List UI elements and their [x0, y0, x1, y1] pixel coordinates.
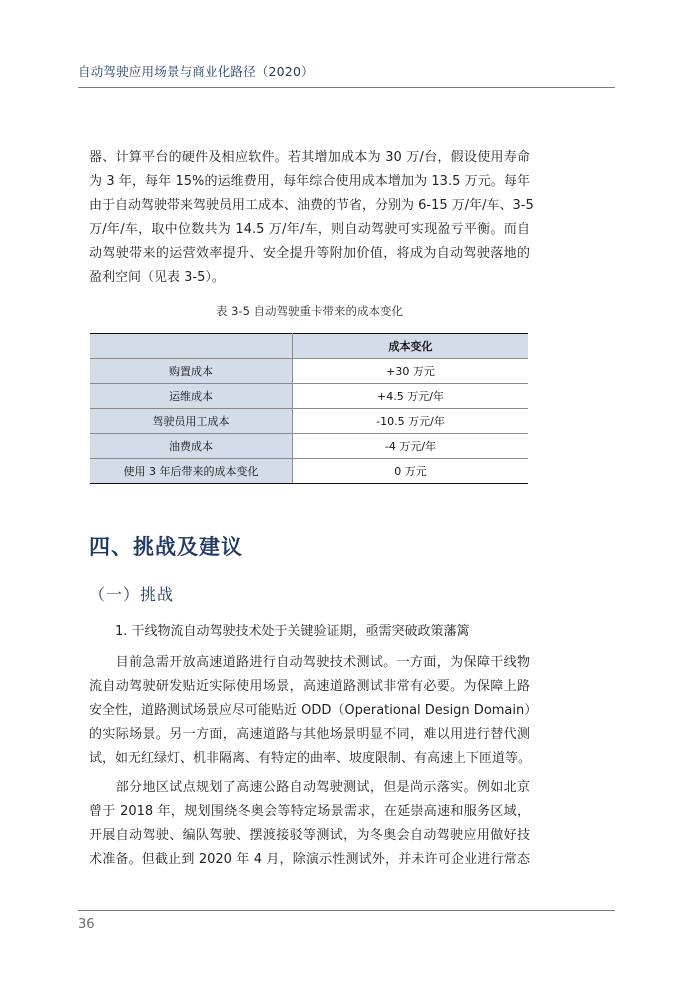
paragraph-line: 为 3 年，每年 15%的运维费用，每年综合使用成本增加为 13.5 万元。每年 [89, 174, 530, 189]
table-row-value: -4 万元/年 [293, 434, 529, 459]
table-row-item: 购置成本 [90, 359, 293, 384]
paragraph-line: 万/年/车，取中位数共为 14.5 万/年/车，则自动驾驶可实现盈亏平衡。而自 [89, 222, 530, 237]
paragraph-line: 盈利空间（见表 3-5）。 [89, 270, 225, 285]
paragraph-line: 开展自动驾驶、编队驾驶、摆渡接驳等测试，为冬奥会自动驾驶应用做好技 [89, 828, 530, 843]
paragraph-line: 曾于 2018 年，规划围绕冬奥会等特定场景需求，在延崇高速和服务区域， [89, 804, 530, 819]
paragraph-line: 由于自动驾驶带来驾驶员用工成本、油费的节省，分别为 6-15 万/年/车、3-5 [89, 198, 534, 213]
paragraph-line: 部分地区试点规划了高速公路自动驾驶测试，但是尚示落实。例如北京 [89, 780, 530, 795]
challenge-paragraph-1 [89, 651, 538, 771]
section-heading: 四、挑战及建议 [89, 535, 243, 559]
header-divider [78, 87, 615, 88]
paragraph-line: 目前急需开放高速道路进行自动驾驶技术测试。一方面，为保障干线物 [89, 655, 530, 670]
table-caption: 表 3-5 自动驾驶重卡带来的成本变化 [215, 304, 404, 318]
running-header-title: 自动驾驶应用场景与商业化路径（2020） [78, 64, 314, 79]
table-row-item: 运维成本 [90, 384, 293, 409]
table-row [90, 359, 528, 384]
table-row-value: 0 万元 [293, 459, 529, 484]
paragraph-line: 器、计算平台的硬件及相应软件。若其增加成本为 30 万/台，假设使用寿命 [89, 150, 530, 165]
table-row-value: +4.5 万元/年 [293, 384, 529, 409]
table-row [90, 409, 528, 434]
table-row-value: -10.5 万元/年 [293, 409, 529, 434]
page-number: 36 [78, 917, 95, 932]
table-header-row [90, 334, 528, 359]
table-header-value: 成本变化 [293, 334, 529, 359]
cost-change-table [90, 333, 528, 484]
table-row-item: 使用 3 年后带来的成本变化 [90, 459, 293, 484]
paragraph-line: 的实际场景。另一方面，高速道路与其他场景明显不同，难以用进行替代测 [89, 727, 530, 742]
table-row-value: +30 万元 [293, 359, 529, 384]
paragraph-line: 试，如无红绿灯、机非隔离、有特定的曲率、坡度限制、有高速上下匝道等。 [89, 751, 532, 766]
table-row-item: 驾驶员用工成本 [90, 409, 293, 434]
subsection-heading: （一）挑战 [89, 585, 175, 604]
intro-paragraph [89, 146, 534, 290]
paragraph-line: 流自动驾驶研发贴近实际使用场景，高速道路测试非常有必要。为保障上路 [89, 679, 530, 694]
table-row [90, 459, 528, 484]
table-row-item: 油费成本 [90, 434, 293, 459]
table-row [90, 434, 528, 459]
point-heading-line: 1. 干线物流自动驾驶技术处于关键验证期，亟需突破政策藩篱 [115, 624, 470, 639]
table-row [90, 384, 528, 409]
paragraph-line: 术准备。但截止到 2020 年 4 月，除演示性测试外，并未许可企业进行常态 [89, 852, 530, 867]
paragraph-line: 安全性，道路测试场景应尽可能贴近 ODD（Operational Design Domain） [89, 703, 538, 718]
paragraph-line: 动驾驶带来的运营效率提升、安全提升等附加价值，将成为自动驾驶落地的 [89, 246, 530, 261]
challenge-paragraph-2 [89, 776, 530, 872]
point-1-heading [89, 620, 530, 644]
footer-divider [78, 910, 615, 911]
table-header-item [90, 334, 293, 359]
